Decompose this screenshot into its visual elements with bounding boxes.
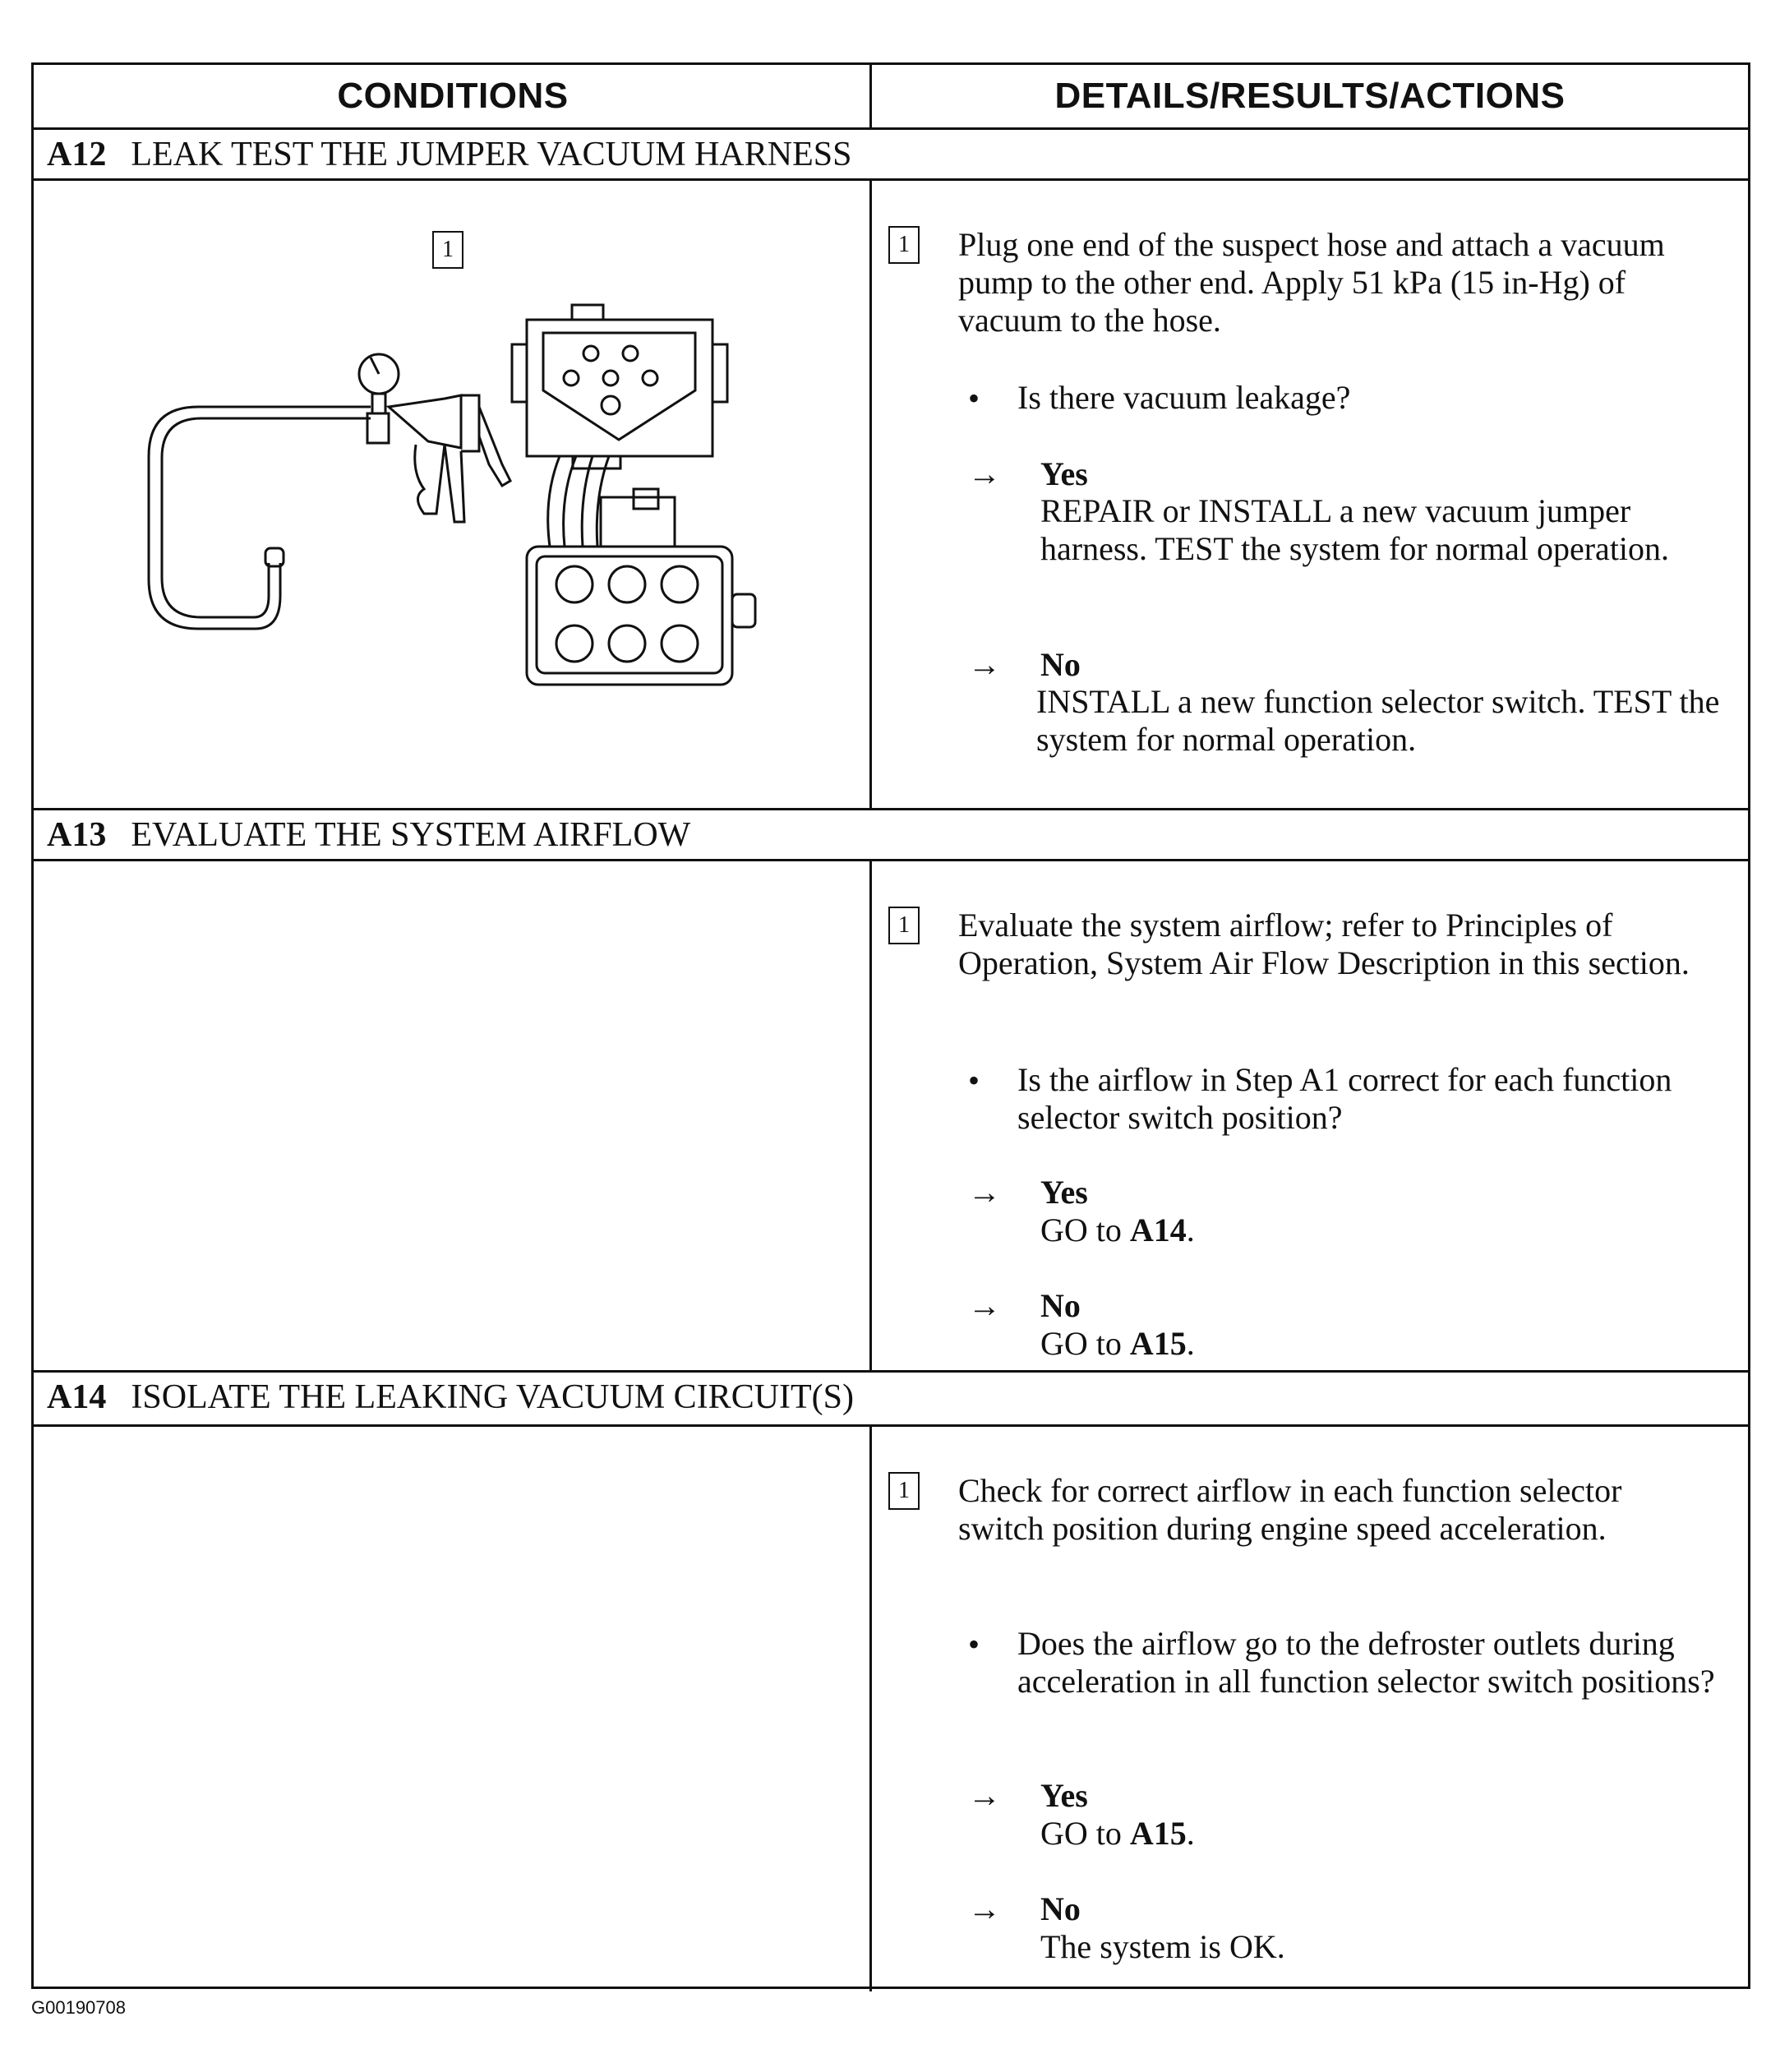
vacuum-harness-connector-icon (512, 305, 755, 685)
yes-ref: A14 (1129, 1211, 1187, 1248)
yes-text: REPAIR or INSTALL a new vacuum jumper harness. TEST the system for normal operation. (1040, 492, 1670, 567)
no-text: INSTALL a new function selector switch. TEST the system for normal operation. (1036, 683, 1720, 758)
instruction-text: Evaluate the system airflow; refer to Principles of Operation, System Air Flow Description in this section. (958, 907, 1690, 981)
yes-ref: A15 (1129, 1815, 1187, 1852)
yes-prefix: GO to (1040, 1815, 1130, 1852)
no-text (1040, 1324, 1195, 1363)
yes-prefix: GO to (1040, 1211, 1130, 1248)
column-divider (869, 178, 872, 810)
step-label: 1 (888, 226, 920, 264)
vacuum-pump-icon (149, 354, 510, 629)
header-details: DETAILS/RESULTS/ACTIONS (1054, 76, 1566, 116)
no-label: No (1040, 1890, 1081, 1927)
yes-text (1040, 1211, 1195, 1249)
yes-suffix: . (1186, 1211, 1195, 1248)
yes-label: Yes (1040, 1777, 1088, 1814)
arrow: → (968, 1777, 1001, 1814)
column-divider (869, 65, 872, 130)
yes-label: Yes (1040, 455, 1088, 492)
no-ref: A15 (1129, 1325, 1187, 1362)
yes-label: Yes (1040, 1174, 1088, 1211)
yes-text (1040, 1814, 1195, 1853)
step-label: 1 (888, 1472, 920, 1510)
arrow: → (968, 1890, 1001, 1927)
arrow: → (968, 1287, 1001, 1324)
section-title-text: EVALUATE THE SYSTEM AIRFLOW (131, 816, 691, 854)
yes-suffix: . (1186, 1815, 1195, 1852)
bullet: • (968, 1062, 980, 1099)
question-text: Is there vacuum leakage? (1017, 379, 1351, 416)
question-text: Is the airflow in Step A1 correct for each function selector switch position? (1017, 1061, 1672, 1136)
diagnostic-table (31, 62, 1750, 1989)
arrow: → (968, 646, 1001, 683)
instruction-text: Plug one end of the suspect hose and attach a vacuum pump to the other end. Apply 51 kPa (15 in-Hg) of vacuum to the hose. (958, 226, 1665, 339)
figure-code: G00190708 (31, 1997, 126, 2018)
arrow: → (968, 1174, 1001, 1211)
section-title-a12 (47, 129, 851, 180)
instruction-text: Check for correct airflow in each function selector switch position during engine speed acceleration. (958, 1472, 1622, 1547)
no-suffix: . (1186, 1325, 1195, 1362)
rule (34, 1424, 1748, 1427)
step-label: 1 (888, 907, 920, 944)
no-text: The system is OK. (1040, 1928, 1285, 1965)
section-title-text: LEAK TEST THE JUMPER VACUUM HARNESS (131, 136, 852, 173)
section-id: A12 (47, 136, 107, 173)
header-conditions: CONDITIONS (337, 76, 569, 116)
no-prefix: GO to (1040, 1325, 1130, 1362)
no-label: No (1040, 1287, 1081, 1324)
section-id: A13 (47, 816, 107, 854)
section-title-a14 (47, 1372, 854, 1423)
bullet: • (968, 380, 980, 417)
column-divider (869, 859, 872, 1373)
arrow: → (968, 455, 1001, 492)
question-text: Does the airflow go to the defroster outlets during acceleration in all function selector switch positions? (1017, 1625, 1715, 1700)
section-id: A14 (47, 1378, 107, 1416)
section-title-a13 (47, 810, 690, 861)
illustration-label: 1 (432, 231, 463, 269)
no-label: No (1040, 646, 1081, 683)
bullet: • (968, 1626, 980, 1663)
vacuum-test-illustration (99, 251, 823, 744)
column-divider (869, 1424, 872, 1991)
section-title-text: ISOLATE THE LEAKING VACUUM CIRCUIT(S) (131, 1378, 855, 1416)
